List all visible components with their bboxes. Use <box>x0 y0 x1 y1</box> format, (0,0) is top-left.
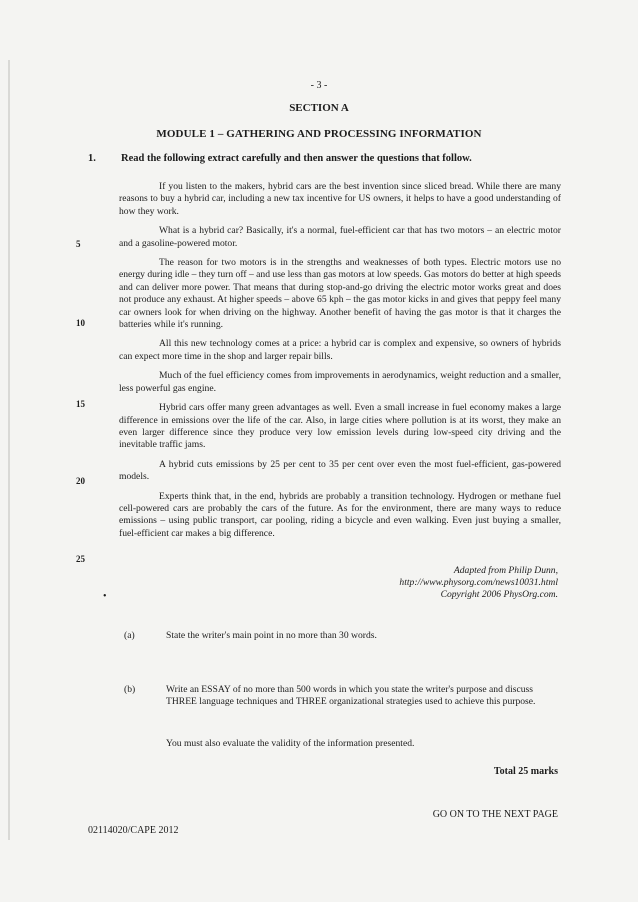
sub-question-label: (a) <box>124 630 135 641</box>
evaluation-note: You must also evaluate the validity of the information presented. <box>166 738 415 749</box>
line-number: 5 <box>76 239 81 249</box>
section-title: SECTION A <box>289 102 349 114</box>
line-number: 20 <box>76 476 85 486</box>
line-number: 15 <box>76 399 85 409</box>
extract-passage <box>119 181 561 547</box>
total-marks: Total 25 marks <box>493 766 558 777</box>
citation-copyright: Copyright 2006 PhysOrg.com. <box>440 588 558 600</box>
sub-question-text: Write an ESSAY of no more than 500 words in which you state the writer's purpose and discuss THREE language techniques and THREE organizational strategies used to achieve this purpose. <box>166 684 536 708</box>
go-on-notice: GO ON TO THE NEXT PAGE <box>432 809 558 820</box>
passage-paragraph: What is a hybrid car? Basically, it's a normal, fuel-efficient car that has two motors – an electric motor and a gasoline-powered motor. <box>119 225 561 249</box>
line-number: 25 <box>76 554 85 564</box>
page-edge-shadow <box>8 60 10 840</box>
citation-author: Adapted from Philip Dunn, <box>453 565 558 576</box>
stray-mark: • <box>103 591 107 602</box>
passage-paragraph: A hybrid cuts emissions by 25 per cent to 35 per cent over even the most fuel-efficient, gas-powered models. <box>119 458 561 483</box>
sub-question-text: State the writer's main point in no more than 30 words. <box>166 630 377 641</box>
passage-paragraph: Hybrid cars offer many green advantages as well. Even a small increase in fuel economy makes a large difference in emissions over the life of the car. Also, in large cities where pollution is at its worst, they make an even larger difference since they produce very low emission levels during low-speed city driving and the inevitable traffic jams. <box>119 402 561 451</box>
page-number: - 3 - <box>310 80 328 91</box>
module-title: MODULE 1 – GATHERING AND PROCESSING INFORMATION <box>156 128 482 140</box>
sub-question-label: (b) <box>124 684 136 695</box>
question-number: 1. <box>88 153 96 164</box>
passage-paragraph: The reason for two motors is in the strengths and weaknesses of both types. Electric motors use no energy during idle – they turn off – and use less than gas motors at low speeds. Gas motors do better at high speeds and can deliver more power. That means that during stop-and-go driving the electric motor works great and does not produce any exhaust. At higher speeds – above 65 kph – the gas motor kicks in and gives that peppy feel many car owners look for when driving on the highway. Another benefit of having the gas motor is that it charges the batteries while it's running. <box>119 257 561 331</box>
passage-paragraph: Much of the fuel efficiency comes from improvements in aerodynamics, weight reduction and a smaller, less powerful gas engine. <box>119 370 561 394</box>
line-number: 10 <box>76 318 85 328</box>
passage-paragraph: If you listen to the makers, hybrid cars are the best invention since sliced bread. While there are many reasons to buy a hybrid car, including a new tax incentive for US owners, it helps to have a good understanding of how they work. <box>119 181 561 217</box>
passage-paragraph: Experts think that, in the end, hybrids are probably a transition technology. Hydrogen or methane fuel cell-powered cars are probably the cars of the future. As for the environment, there are many ways to reduce emissions – using public transport, car pooling, riding a bicycle and even walking. Even just buying a smaller, fuel-efficient car makes a big difference. <box>119 490 561 539</box>
citation-url: http://www.physorg.com/news10031.html <box>399 576 558 588</box>
passage-paragraph: All this new technology comes at a price: a hybrid car is complex and expensive, so owners of hybrids can expect more time in the shop and larger repair bills. <box>119 338 561 362</box>
question-instruction: Read the following extract carefully and then answer the questions that follow. <box>121 153 472 164</box>
paper-code: 02114020/CAPE 2012 <box>88 825 179 836</box>
source-citation <box>399 565 558 600</box>
